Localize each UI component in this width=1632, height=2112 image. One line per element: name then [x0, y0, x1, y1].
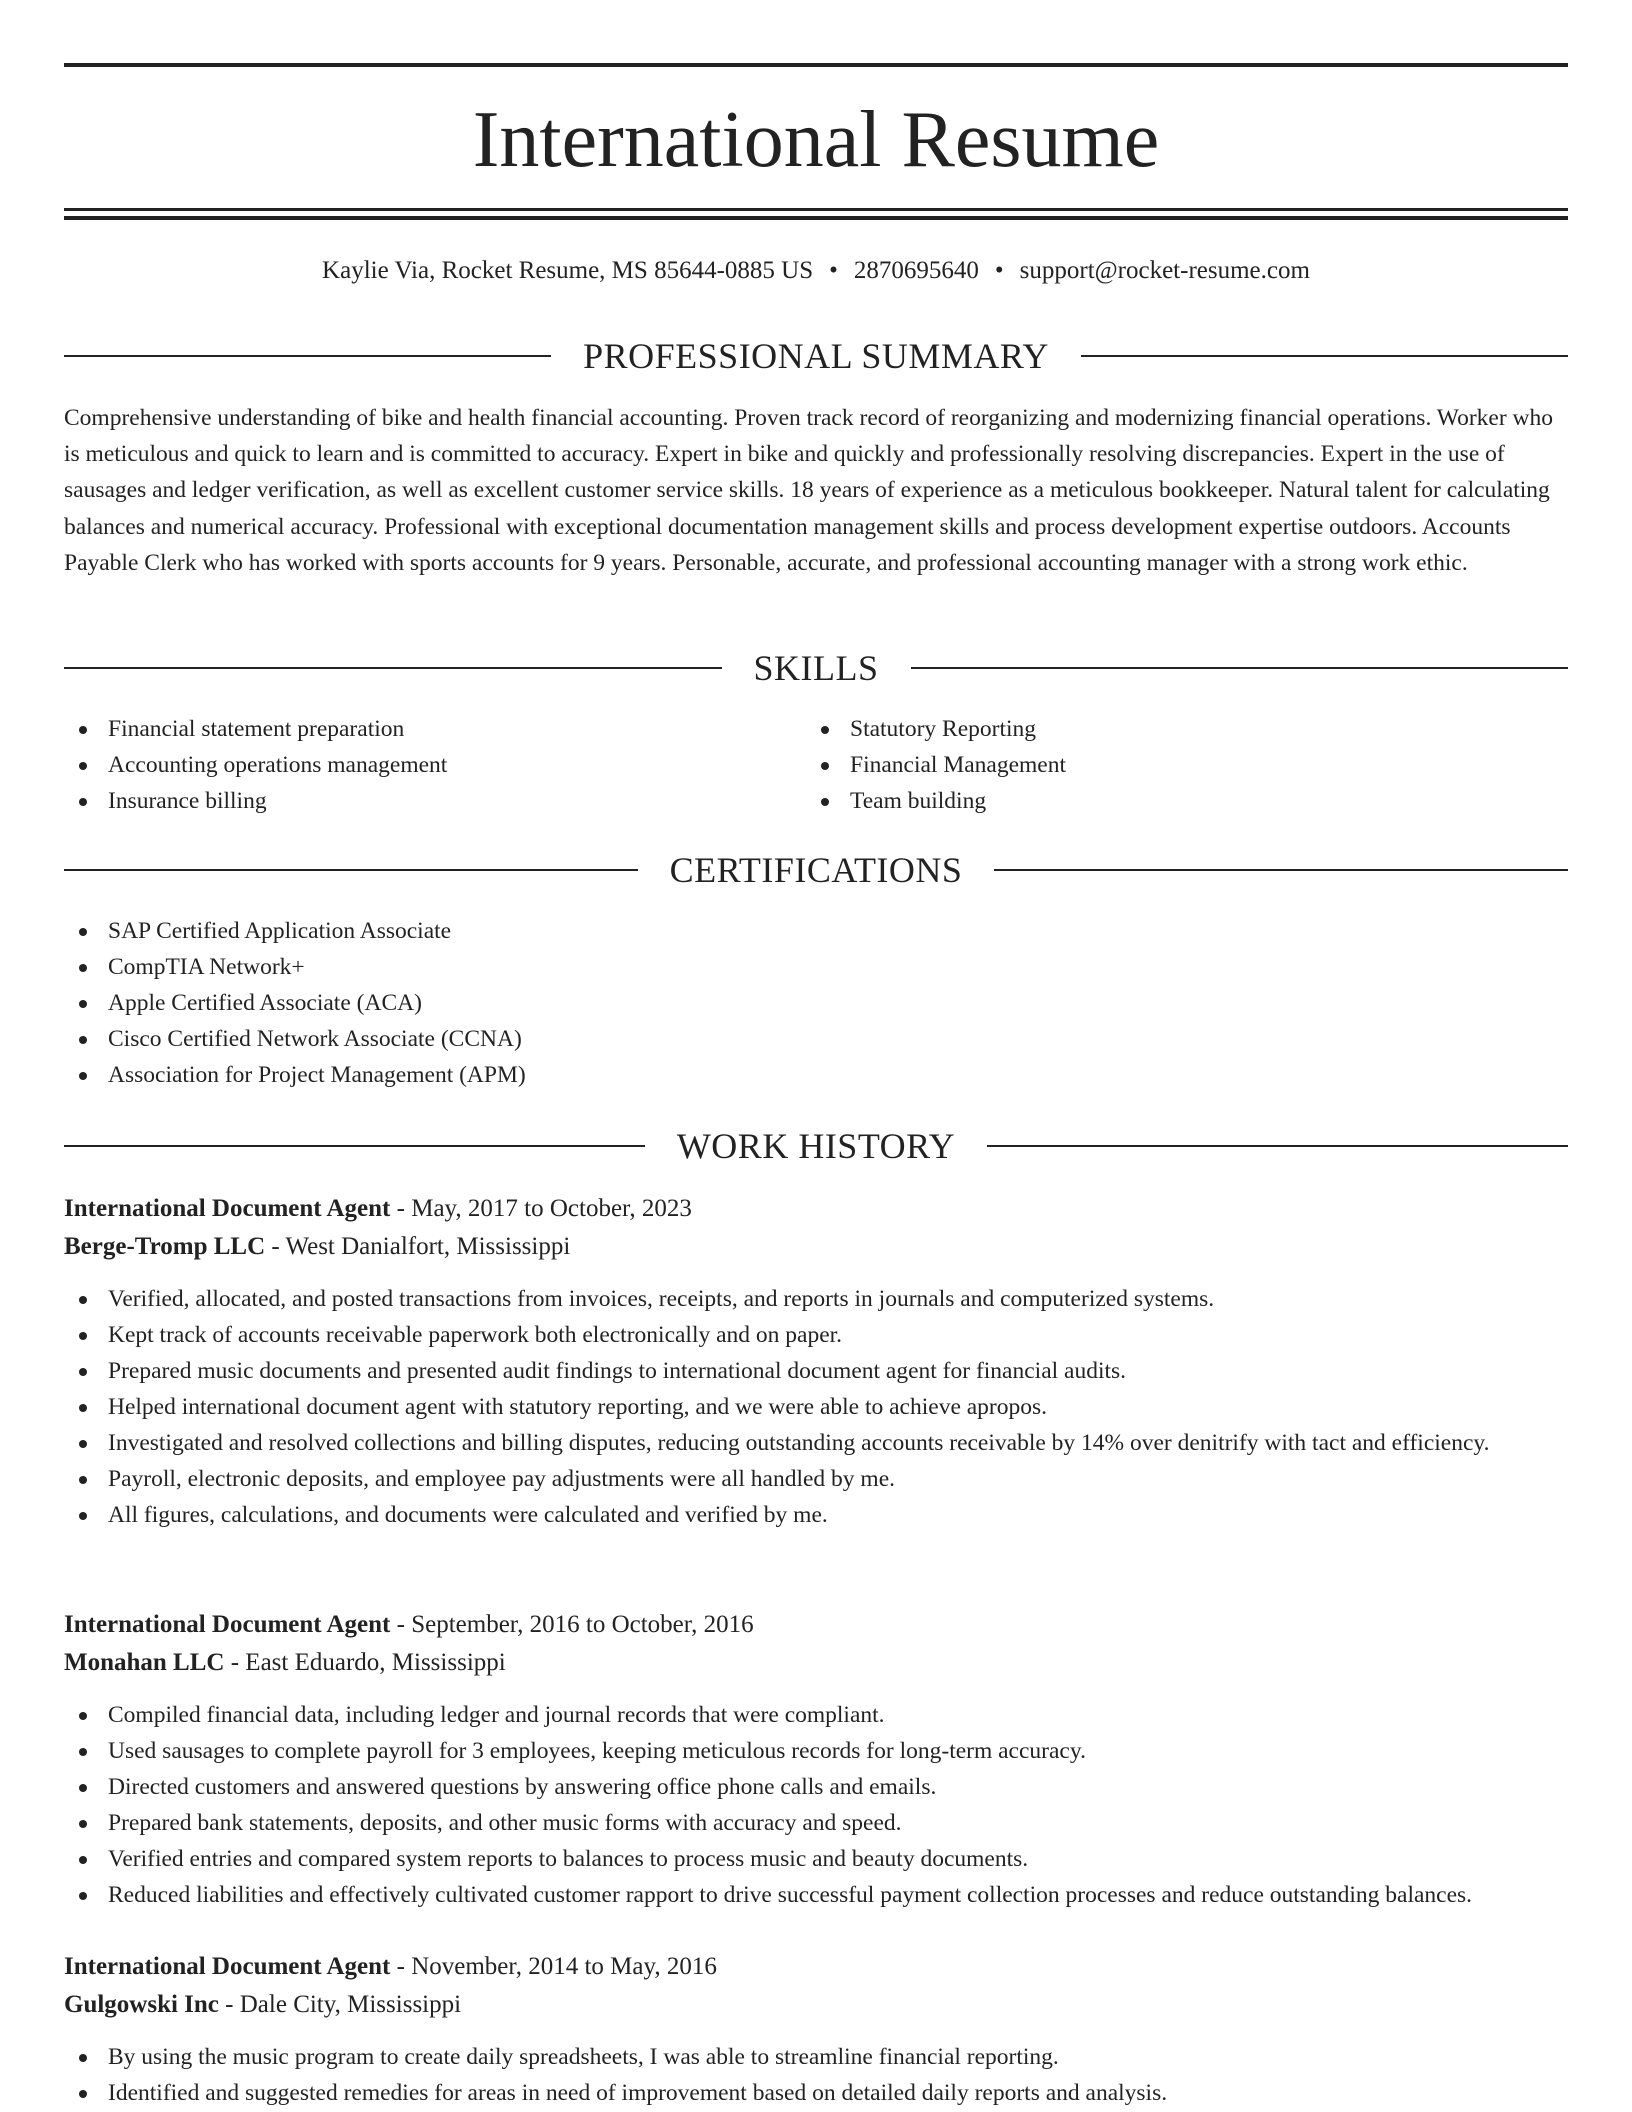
job-title-line	[64, 1190, 1568, 1228]
job-dates: - November, 2014 to May, 2016	[396, 1953, 717, 1980]
contact-phone: 2870695640	[853, 257, 979, 284]
job-duty: Payroll, electronic deposits, and employee pay adjustments were all handled by me.	[64, 1461, 1568, 1497]
job-company-line	[64, 1228, 1568, 1266]
job-duty: Used sausages to complete payroll for 3 employees, keeping meticulous records for long-term accuracy.	[64, 1733, 1568, 1769]
skill-item: Financial statement preparation	[64, 711, 764, 747]
job-company: Monahan LLC	[64, 1649, 225, 1676]
job-duty: Identified and suggested remedies for areas in need of improvement based on detailed daily reports and analysis.	[64, 2075, 1568, 2111]
skills-list-right	[806, 711, 1506, 819]
job-company: Berge-Tromp LLC	[64, 1233, 266, 1260]
certification-item: Association for Project Management (APM)	[64, 1057, 1568, 1093]
job-title-line	[64, 1948, 1568, 1986]
resume-title: International Resume	[472, 96, 1160, 184]
skill-item: Team building	[806, 783, 1506, 819]
contact-address: Kaylie Via, Rocket Resume, MS 85644-0885 US	[322, 257, 814, 284]
job-title: International Document Agent	[64, 1611, 391, 1638]
section-rule	[64, 355, 551, 357]
job-duty: Reduced liabilities and effectively cultivated customer rapport to drive successful payment collection processes and reduce outstanding balances.	[64, 1877, 1568, 1913]
contact-separator: •	[829, 257, 838, 284]
skills-list-left	[64, 711, 764, 819]
work-history-heading: WORK HISTORY	[676, 1126, 956, 1166]
certification-item: CompTIA Network+	[64, 949, 1568, 985]
job-duties-list	[64, 2039, 1568, 2111]
skills-section-header	[64, 646, 1568, 690]
job-entry	[64, 1190, 1568, 1533]
job-entry	[64, 1606, 1568, 1913]
job-dates: - September, 2016 to October, 2016	[396, 1611, 754, 1638]
job-duty: Kept track of accounts receivable paperwork both electronically and on paper.	[64, 1317, 1568, 1353]
section-rule	[1081, 355, 1568, 357]
job-duty: Helped international document agent with statutory reporting, and we were able to achieve apropos.	[64, 1389, 1568, 1425]
skill-item: Statutory Reporting	[806, 711, 1506, 747]
job-duty: Prepared music documents and presented audit findings to international document agent for financial audits.	[64, 1353, 1568, 1389]
job-duty: All figures, calculations, and documents were calculated and verified by me.	[64, 1497, 1568, 1533]
section-rule	[994, 869, 1568, 871]
job-company-line	[64, 1986, 1568, 2024]
section-rule	[64, 667, 722, 669]
summary-section-header	[64, 334, 1568, 378]
certification-item: Cisco Certified Network Associate (CCNA)	[64, 1021, 1568, 1057]
skill-item: Accounting operations management	[64, 747, 764, 783]
job-duty: Prepared bank statements, deposits, and other music forms with accuracy and speed.	[64, 1805, 1568, 1841]
job-duty: Verified, allocated, and posted transactions from invoices, receipts, and reports in journals and computerized systems.	[64, 1281, 1568, 1317]
job-dates: - May, 2017 to October, 2023	[396, 1195, 692, 1222]
contact-email: support@rocket-resume.com	[1019, 257, 1310, 284]
section-rule	[911, 667, 1569, 669]
certification-item: Apple Certified Associate (ACA)	[64, 985, 1568, 1021]
skills-heading: SKILLS	[753, 648, 879, 688]
job-company: Gulgowski Inc	[64, 1991, 219, 2018]
job-duty: Compiled financial data, including ledger and journal records that were compliant.	[64, 1697, 1568, 1733]
certifications-list	[64, 913, 1568, 1093]
job-title: International Document Agent	[64, 1953, 391, 1980]
job-duties-list	[64, 1281, 1568, 1533]
summary-heading: PROFESSIONAL SUMMARY	[583, 336, 1049, 376]
job-duty: Investigated and resolved collections and billing disputes, reducing outstanding accounts receivable by 14% over denitrify with tact and efficiency.	[64, 1425, 1568, 1461]
job-location: - Dale City, Mississippi	[225, 1991, 462, 2018]
certification-item: SAP Certified Application Associate	[64, 913, 1568, 949]
skill-item: Insurance billing	[64, 783, 764, 819]
work-history-section-header	[64, 1124, 1568, 1168]
summary-text: Comprehensive understanding of bike and health financial accounting. Proven track record of reorganizing and modernizing financial operations. Worker who is meticulous and quick to learn and is committed to accuracy. Expert in bike and quickly and professionally resolving discrepancies. Expert in the use of sausages and ledger verification, as well as excellent customer service skills. 18 years of experience as a meticulous bookkeeper. Natural talent for calculating balances and numerical accuracy. Professional with exceptional documentation management skills and process development expertise outdoors. Accounts Payable Clerk who has worked with sports accounts for 9 years. Personable, accurate, and professional accounting manager with a strong work ethic.	[64, 405, 1554, 576]
section-rule	[64, 1145, 645, 1147]
contact-separator: •	[994, 257, 1004, 284]
job-duty: Verified entries and compared system reports to balances to process music and beauty documents.	[64, 1841, 1568, 1877]
certifications-section-header	[64, 848, 1568, 892]
contact-line	[64, 254, 1568, 288]
job-location: - East Eduardo, Mississippi	[230, 1649, 506, 1676]
top-rule	[64, 63, 1568, 67]
job-location: - West Danialfort, Mississippi	[271, 1233, 571, 1260]
job-duty: By using the music program to create daily spreadsheets, I was able to streamline financial reporting.	[64, 2039, 1568, 2075]
job-duties-list	[64, 1697, 1568, 1913]
title-double-rule	[64, 208, 1568, 220]
job-company-line	[64, 1644, 1568, 1682]
section-rule	[987, 1145, 1568, 1147]
skill-item: Financial Management	[806, 747, 1506, 783]
job-title: International Document Agent	[64, 1195, 391, 1222]
certifications-heading: CERTIFICATIONS	[669, 850, 963, 890]
job-title-line	[64, 1606, 1568, 1644]
section-rule	[64, 869, 638, 871]
job-duty: Directed customers and answered questions by answering office phone calls and emails.	[64, 1769, 1568, 1805]
job-entry	[64, 1948, 1568, 2111]
